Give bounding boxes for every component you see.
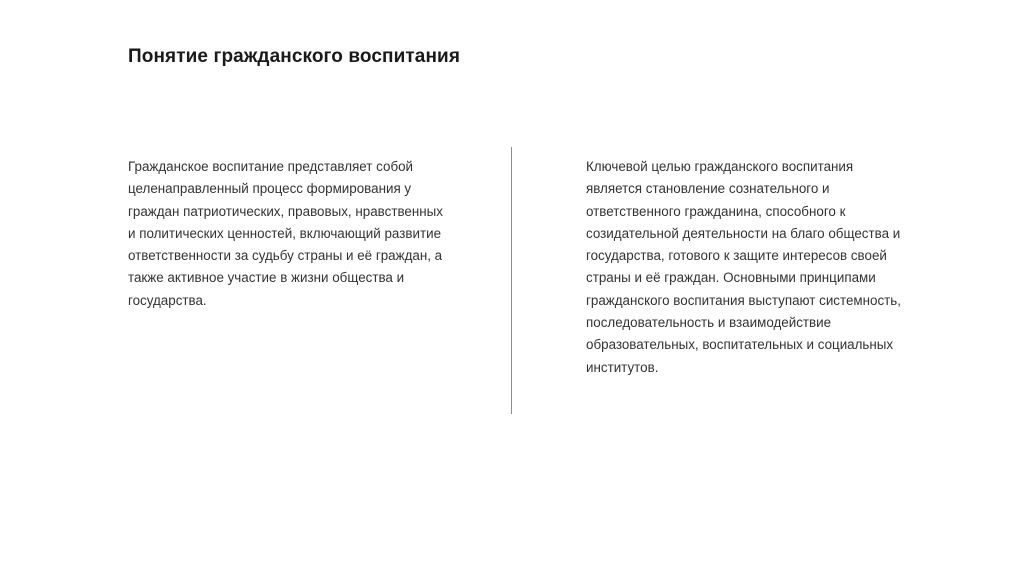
left-text-line: и политических ценностей, включающий развитие bbox=[128, 225, 442, 241]
right-text-line: гражданского воспитания выступают системность, bbox=[586, 292, 901, 308]
right-text-line: последовательность и взаимодействие bbox=[586, 315, 832, 331]
left-text-line: также активное участие в жизни общества и bbox=[128, 270, 405, 286]
column-divider bbox=[511, 147, 512, 414]
left-text-line: целенаправленный процесс формирования у bbox=[128, 181, 412, 197]
right-text-line: ответственного гражданина, способного к bbox=[586, 203, 846, 219]
left-text-line: государства. bbox=[128, 292, 207, 308]
slide-title: Понятие гражданского воспитания bbox=[128, 46, 461, 67]
left-text-line: ответственности за судьбу страны и её граждан, а bbox=[128, 248, 443, 264]
right-text-column bbox=[586, 156, 921, 379]
right-text-line: страны и её граждан. Основными принципами bbox=[586, 270, 876, 286]
right-text-line: Ключевой целью гражданского воспитания bbox=[586, 159, 854, 174]
right-text-line: является становление сознательного и bbox=[586, 181, 830, 197]
left-text-column bbox=[128, 156, 463, 312]
right-text-line: созидательной деятельности на благо общества и bbox=[586, 225, 901, 241]
left-text-line: Гражданское воспитание представляет собой bbox=[128, 159, 414, 174]
right-text-line: образовательных, воспитательных и социальных bbox=[586, 337, 894, 353]
right-text-line: институтов. bbox=[586, 359, 659, 375]
left-text-line: граждан патриотических, правовых, нравственных bbox=[128, 203, 443, 219]
right-text-line: государства, готового к защите интересов своей bbox=[586, 248, 887, 264]
